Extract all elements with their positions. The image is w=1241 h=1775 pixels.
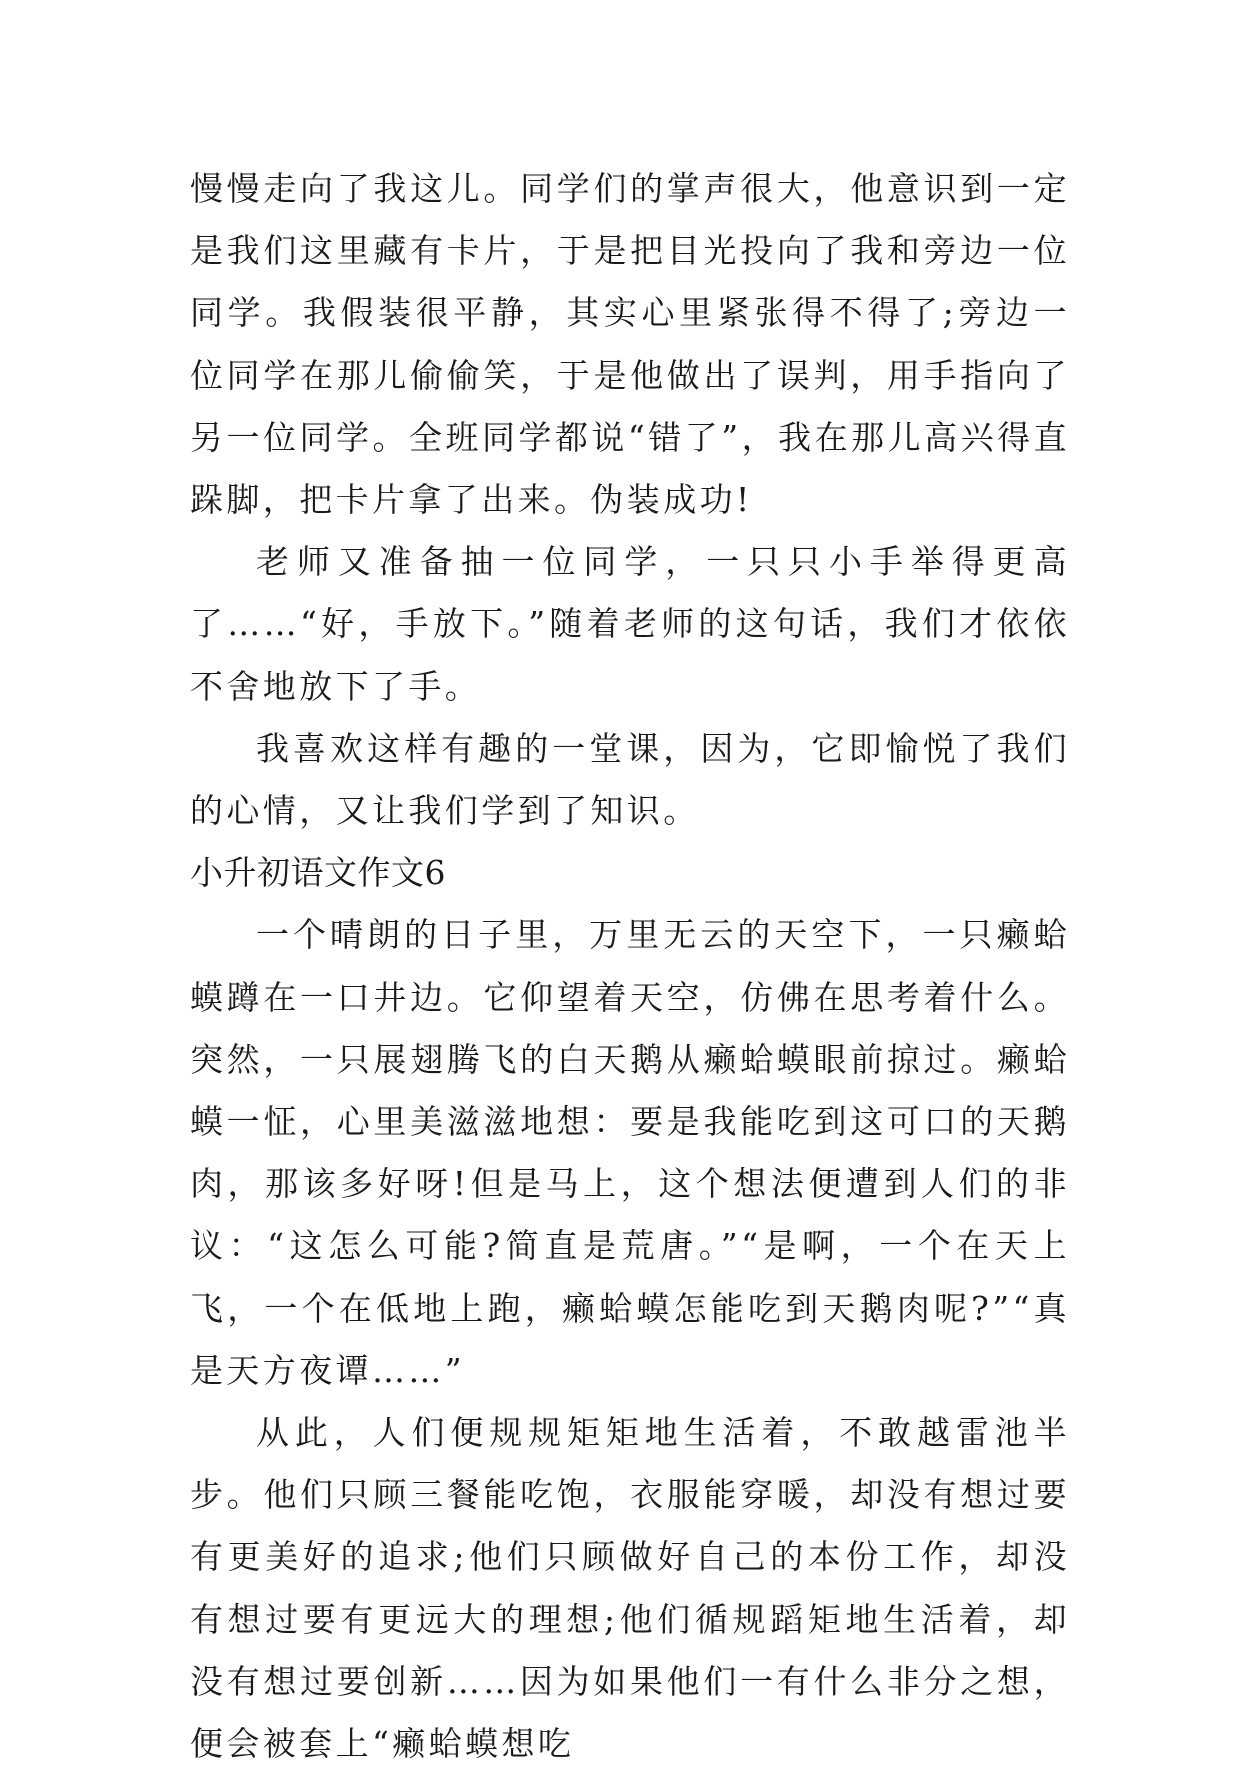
paragraph: 我喜欢这样有趣的一堂课，因为，它即愉悦了我们的心情，又让我们学到了知识。 [190,728,1070,831]
section-heading: 小升初语文作文6 [190,853,446,893]
paragraph: 一个晴朗的日子里，万里无云的天空下，一只癞蛤蟆蹲在一口井边。它仰望着天空，仿佛在思考着什么。突然，一只展翅腾飞的白天鹅从癞蛤蟆眼前掠过。癞蛤蟆一怔，心里美滋滋地想：要是我能吃到这可口的天鹅肉，那该多好呀!但是马上，这个想法便遭到人们的非议：“这怎么可能?简直是荒唐。”“是啊，一个在天上飞，一个在低地上跑，癞蛤蟆怎能吃到天鹅肉呢?”“真是天方夜谭……” [190,915,1070,1390]
document-body [190,158,1070,1775]
paragraph: 老师又准备抽一位同学，一只只小手举得更高了……“好，手放下。”随着老师的这句话，我们才依依不舍地放下了手。 [190,542,1070,706]
paragraph: 从此，人们便规规矩矩地生活着，不敢越雷池半步。他们只顾三餐能吃饱，衣服能穿暖，却没有想过要有更美好的追求;他们只顾做好自己的本份工作，却没有想过要有更远大的理想;他们循规蹈矩地生活着，却没有想过要创新……因为如果他们一有什么非分之想，便会被套上“癞蛤蟆想吃 [190,1413,1070,1764]
paragraph-continued: 慢慢走向了我这儿。同学们的掌声很大，他意识到一定是我们这里藏有卡片，于是把目光投向了我和旁边一位同学。我假装很平静，其实心里紧张得不得了;旁边一位同学在那儿偷偷笑，于是他做出了误判，用手指向了另一位同学。全班同学都说“错了”，我在那儿高兴得直跺脚，把卡片拿了出来。伪装成功! [190,169,1070,520]
